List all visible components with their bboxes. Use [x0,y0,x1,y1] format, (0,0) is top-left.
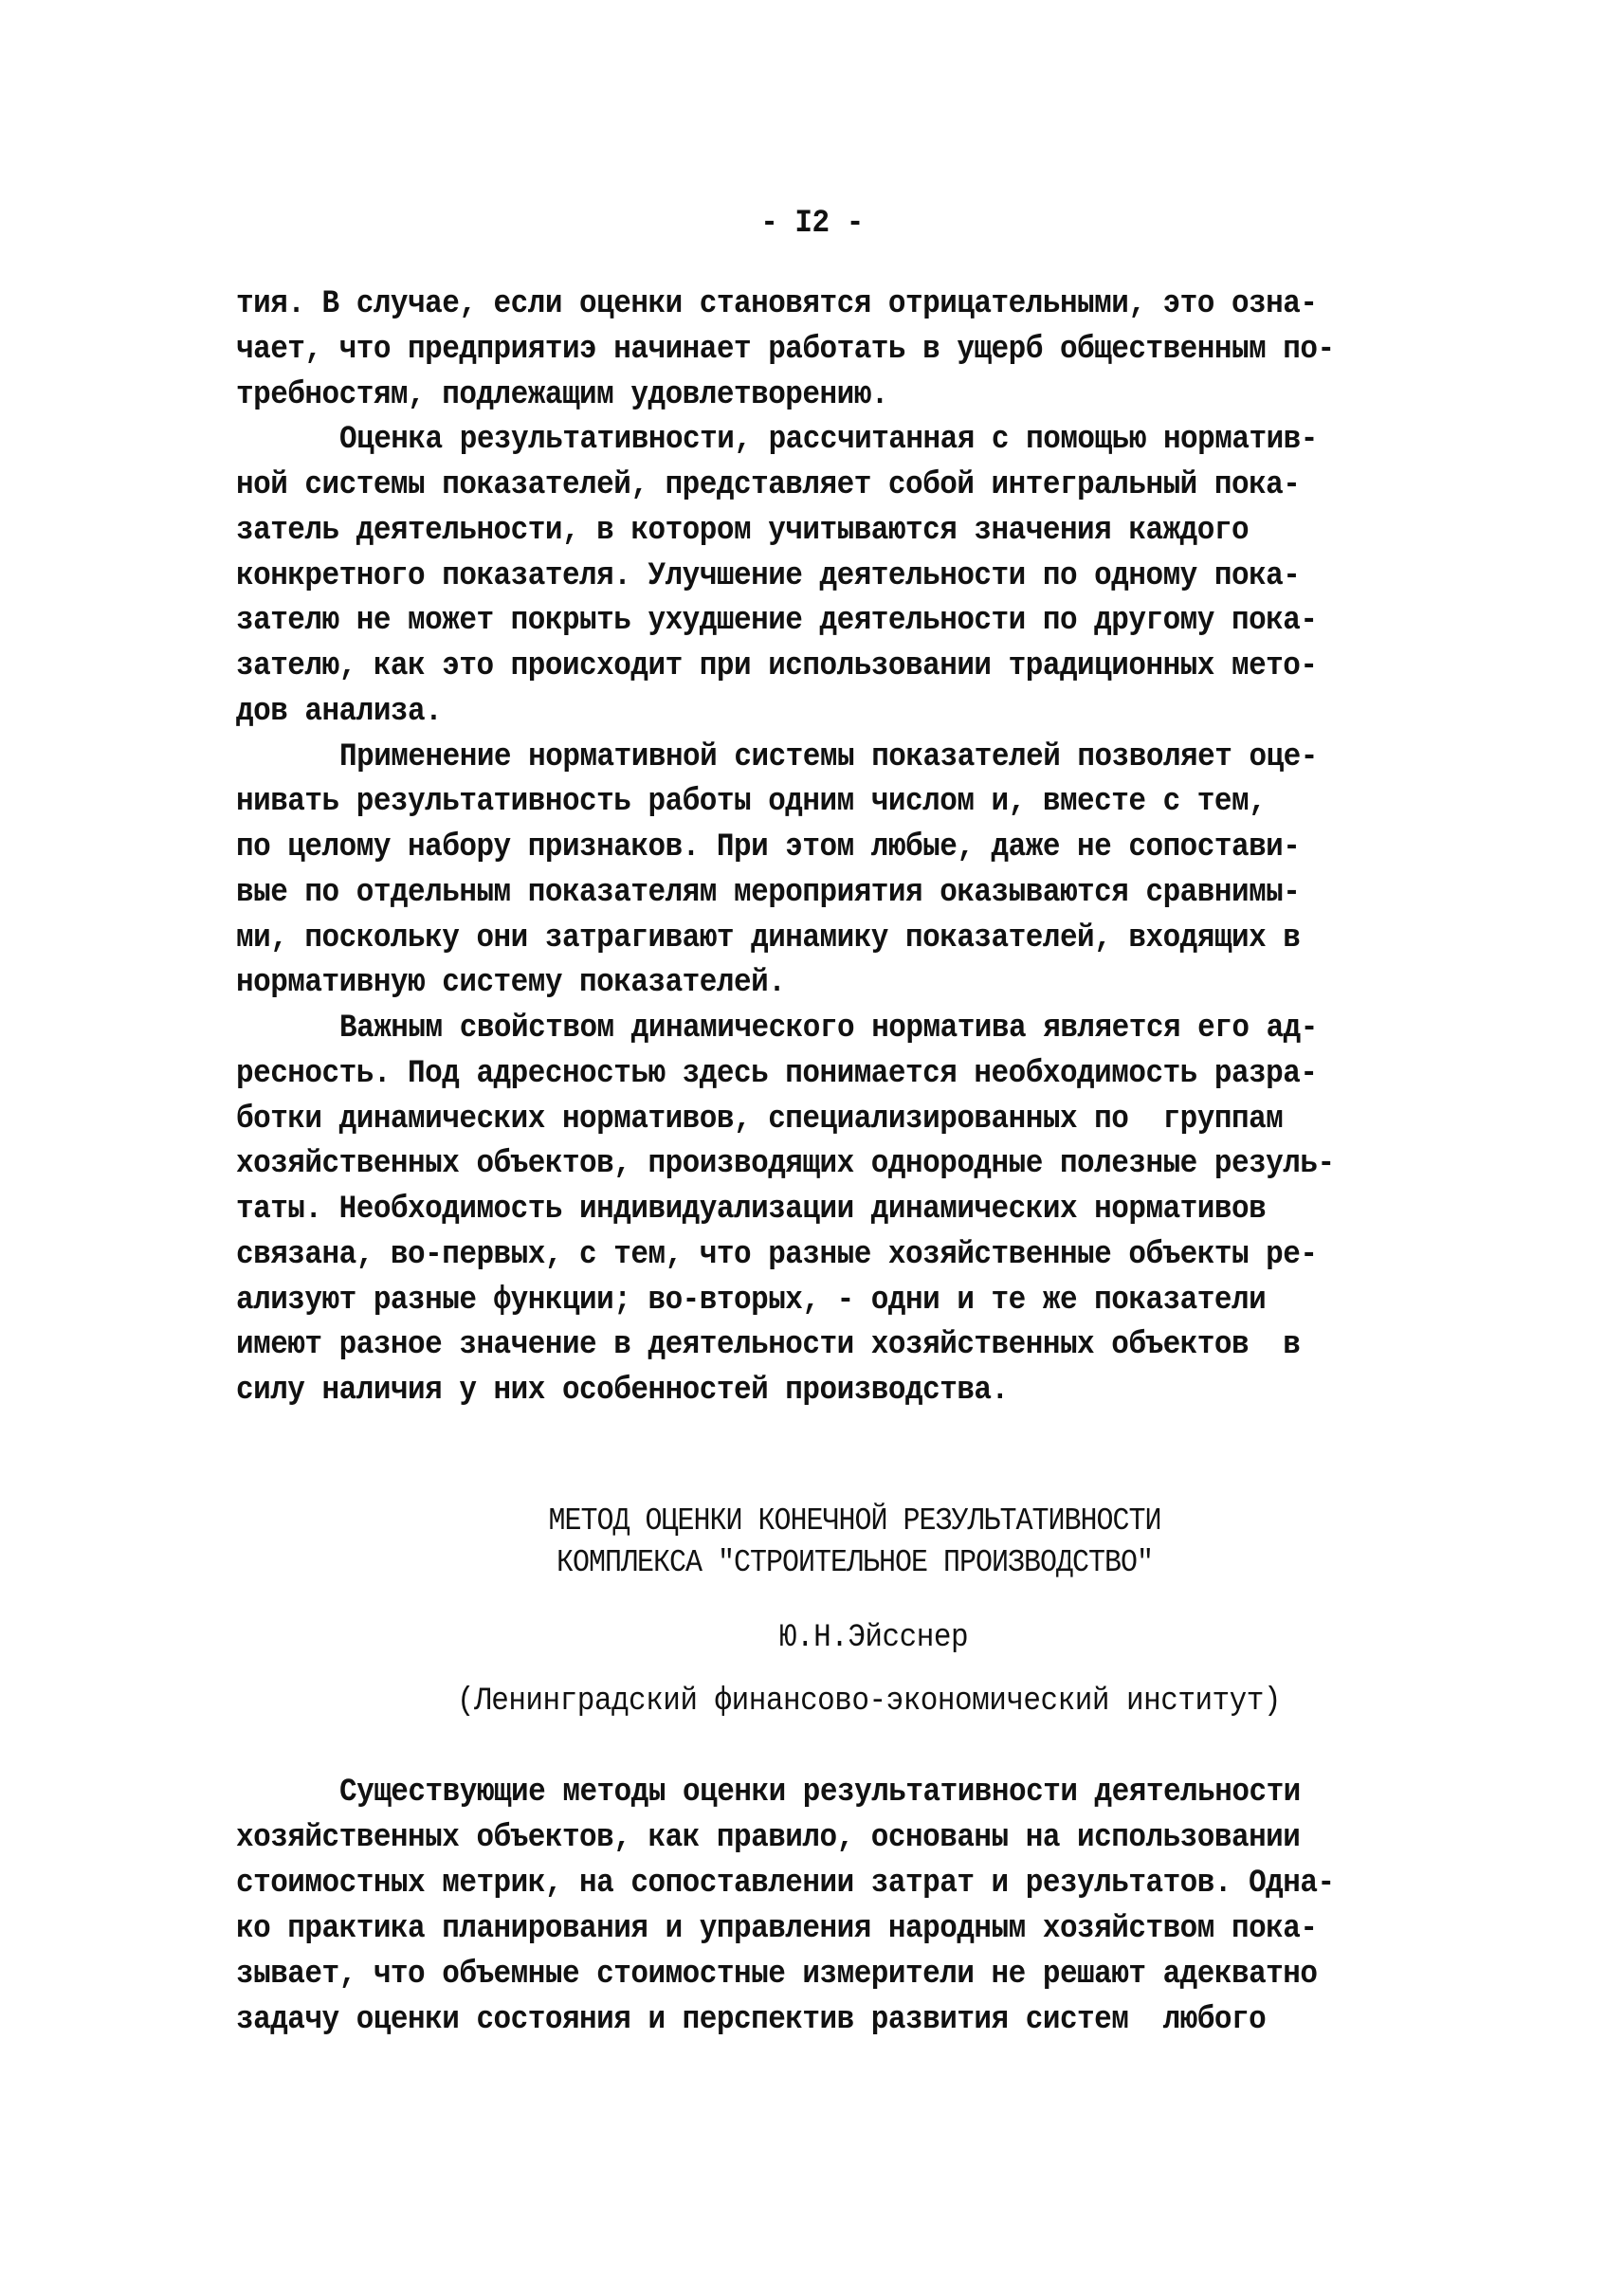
text-line: чает, что предприятиэ начинает работать в ущерб общественным по- [236,331,1335,369]
text-line: хозяйственных объектов, производящих однородные полезные резуль- [236,1145,1335,1183]
text-line: хозяйственных объектов, как правило, основаны на использовании [236,1819,1301,1857]
text-line: Важным свойством динамического норматива является его ад- [339,1010,1318,1047]
text-line: тия. В случае, если оценки становятся отрицательными, это озна- [236,285,1318,323]
text-line: связана, во-первых, с тем, что разные хозяйственные объекты ре- [236,1236,1318,1274]
text-line: таты. Необходимость индивидуализации динамических нормативов [236,1191,1267,1229]
text-line: Оценка результативности, рассчитанная с помощью норматив- [339,421,1318,459]
text-line: ми, поскольку они затрагивают динамику показателей, входящих в [236,920,1301,957]
text-line: зателю не может покрыть ухудшение деятельности по другому пока- [236,602,1318,640]
article-affiliation: (Ленинградский финансово-экономический институт) [457,1683,1281,1721]
text-line: ализуют разные функции; во-вторых, - одни и те же показатели [236,1282,1267,1320]
text-line: имеют разное значение в деятельности хозяйственных объектов в [236,1326,1301,1364]
text-line: по целому набору признаков. При этом любые, даже не сопостави- [236,829,1301,866]
text-line: Применение нормативной системы показателей позволяет оце- [339,738,1318,776]
article-title-line: МЕТОД ОЦЕНКИ КОНЕЧНОЙ РЕЗУЛЬТАТИВНОСТИ [548,1503,1161,1540]
text-line: нивать результативность работы одним числом и, вместе с тем, [236,783,1267,821]
text-line: ной системы показателей, представляет собой интегральный пока- [236,466,1301,504]
text-line: вые по отдельным показателям мероприятия оказываются сравнимы- [236,874,1301,912]
text-line: Существующие методы оценки результативности деятельности [339,1774,1301,1812]
text-line: ко практика планирования и управления народным хозяйством пока- [236,1910,1318,1948]
text-line: требностям, подлежащим удовлетворению. [236,376,888,414]
text-line: зывает, что объемные стоимостные измерители не решают адекватно [236,1956,1318,1994]
article-author: Ю.Н.Эйсснер [778,1619,969,1657]
text-line: затель деятельности, в котором учитываются значения каждого [236,512,1250,550]
text-line: стоимостных метрик, на сопоставлении затрат и результатов. Одна- [236,1865,1335,1903]
text-line: зателю, как это происходит при использовании традиционных мето- [236,647,1318,685]
text-line: конкретного показателя. Улучшение деятельности по одному пока- [236,557,1301,595]
text-line: дов анализа. [236,693,443,731]
article-title-line: КОМПЛЕКСА "СТРОИТЕЛЬНОЕ ПРОИЗВОДСТВО" [556,1545,1154,1582]
text-line: ресность. Под адресностью здесь понимается необходимость разра- [236,1055,1318,1093]
text-line: ботки динамических нормативов, специализированных по группам [236,1101,1284,1138]
text-line: задачу оценки состояния и перспектив развития систем любого [236,2001,1267,2039]
page-number: - I2 - [760,205,864,243]
text-line: силу наличия у них особенностей производства. [236,1372,1009,1410]
text-line: нормативную систему показателей. [236,964,786,1002]
